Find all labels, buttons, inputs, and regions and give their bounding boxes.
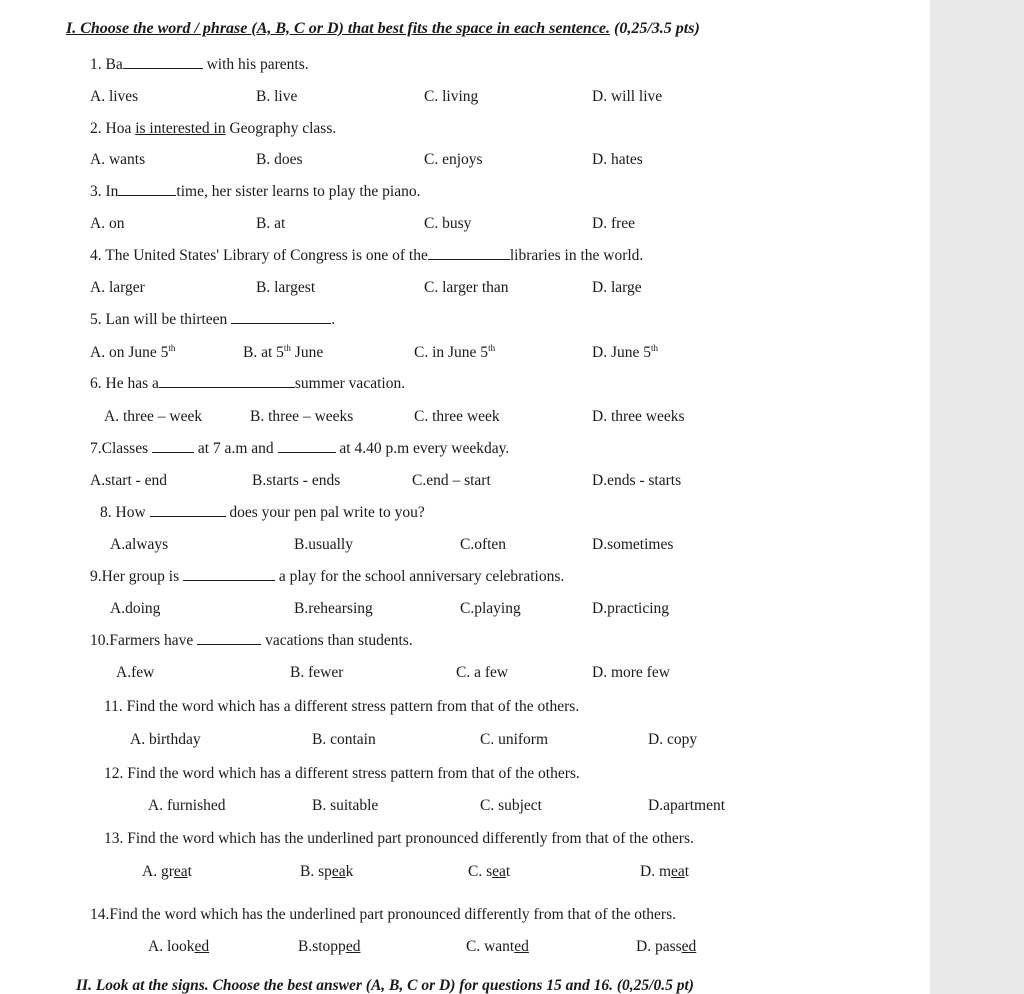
option-b: B.usually [294,536,353,553]
question-text: 3. In [90,183,119,200]
question-text: 1. Ba [90,56,123,73]
question-text: 2. Hoa [90,120,136,137]
option-c: C. a few [456,664,509,681]
question-10 [90,632,413,650]
option-b [298,938,360,956]
question-text: at 7 a.m and [197,440,274,457]
option-a: A. birthday [130,731,201,748]
option-text: t [684,863,690,880]
question-13: 13. Find the word which has the underlined part pronounced differently from that of the others. [104,830,694,847]
answer-blank [428,247,510,260]
question-text: with his parents. [206,56,309,73]
question-text: 8. How [100,504,146,521]
section-1-heading [66,20,700,38]
question-5 [90,311,335,329]
option-text: June [290,344,324,362]
option-c: C.playing [460,600,521,617]
option-underlined: ed [514,938,529,955]
option-d: D. free [592,215,636,232]
option-a: A. larger [90,279,145,296]
option-text: k [345,863,354,880]
option-d: D.sometimes [592,536,674,553]
option-d [592,343,658,362]
question-4 [90,247,643,265]
option-text: B. at 5 [243,344,284,362]
option-b: B.rehearsing [294,600,373,617]
option-c: C.end – start [412,472,491,489]
option-text: t [505,863,511,880]
option-b: B. three – weeks [250,408,354,425]
option-c: C. uniform [480,731,549,748]
question-6 [90,375,405,393]
question-text: 7.Classes [90,440,149,457]
option-d: D. large [592,279,642,296]
option-a: A. three – week [104,408,203,425]
option-b [243,343,323,362]
question-text: summer vacation. [294,375,406,392]
option-c [414,343,495,362]
option-b: B. fewer [290,664,344,681]
option-text: C. want [466,938,515,955]
answer-blank [118,183,176,196]
option-text: D. m [640,863,671,880]
option-d: D. hates [592,151,643,168]
option-text: D. June 5 [592,344,651,362]
option-c: C. larger than [424,279,509,296]
option-a: A.start - end [90,472,168,489]
option-a: A. furnished [148,797,226,814]
superscript: th [650,343,658,353]
question-text: . [331,311,336,328]
question-2 [90,120,336,138]
question-text: libraries in the world. [509,247,644,264]
question-text: 10.Farmers have [90,632,194,649]
option-underlined: ea [173,863,188,880]
option-a: A.always [110,536,169,553]
option-c: C. three week [414,408,500,425]
question-7 [90,440,509,458]
option-b: B. live [256,88,298,105]
option-d: D. copy [648,731,698,748]
option-d: D.apartment [648,797,726,814]
option-text: B.stopp [298,938,346,955]
option-c: C. busy [424,215,472,232]
section-1-title: I. Choose the word / phrase (A, B, C or D) that best fits the space in each sentence. [66,20,611,37]
option-underlined: ed [345,938,361,955]
section-2-heading: II. Look at the signs. Choose the best answer (A, B, C or D) for questions 15 and 16. (0,25/0.5 pt) [76,977,694,994]
option-b: B. at [256,215,286,232]
answer-blank [197,632,261,645]
option-text: A. on June 5 [90,344,169,362]
option-c: C.often [460,536,507,553]
option-text: C. s [468,863,493,880]
option-b: B. contain [312,731,376,748]
option-d: D. will live [592,88,663,105]
option-underlined: ed [681,938,697,955]
question-12: 12. Find the word which has a different stress pattern from that of the others. [104,765,580,782]
option-b: B. does [256,151,303,168]
section-1-points: (0,25/3.5 pts) [614,20,700,37]
option-d: D. three weeks [592,408,685,425]
question-text: vacations than students. [265,632,413,649]
option-text: A. gr [142,863,174,880]
question-8 [100,504,425,522]
option-a: A. lives [90,88,139,105]
option-a: A.doing [110,600,161,617]
question-text: time, her sister learns to play the piano. [176,183,421,200]
option-d: D. more few [592,664,670,681]
option-c: C. subject [480,797,542,814]
question-9 [90,568,564,586]
option-a [90,343,175,362]
option-text: D. pass [636,938,682,955]
option-text: A. look [148,938,195,955]
question-text: 4. The United States' Library of Congress is one of the [90,247,428,264]
question-text: 9.Her group is [90,568,180,585]
option-d [640,863,689,881]
option-a: A. on [90,215,125,232]
answer-blank [152,440,194,453]
option-a [148,938,209,956]
option-d [636,938,696,956]
option-c [468,863,510,881]
option-a [142,863,192,881]
question-text: Geography class. [225,120,337,137]
option-underlined: ea [331,863,346,880]
question-text: 5. Lan will be thirteen [90,311,228,328]
option-a: A.few [116,664,155,681]
answer-blank [183,568,275,581]
option-b: B.starts - ends [252,472,341,489]
option-d: D.ends - starts [592,472,682,489]
answer-blank [150,504,226,517]
question-3 [90,183,420,201]
option-underlined: ea [671,863,685,880]
superscript: th [283,343,291,353]
option-b: B. suitable [312,797,379,814]
answer-blank [231,311,331,324]
question-underlined: is interested in [135,120,226,137]
option-c: C. enjoys [424,151,483,168]
option-d: D.practicing [592,600,670,617]
answer-blank [123,56,203,69]
superscript: th [168,343,176,353]
question-text: 6. He has a [90,375,159,392]
question-11: 11. Find the word which has a different stress pattern from that of the others. [104,698,580,715]
option-c: C. living [424,88,479,105]
question-text: does your pen pal write to you? [229,504,425,521]
question-text: at 4.40 p.m every weekday. [339,440,510,457]
option-b: B. largest [256,279,316,296]
option-b [300,863,353,881]
option-text: B. sp [300,863,332,880]
option-text: t [187,863,192,880]
option-a: A. wants [90,151,146,168]
answer-blank [159,375,295,388]
question-1 [90,56,309,74]
option-underlined: ed [194,938,210,955]
option-c [466,938,529,956]
option-underlined: ea [492,863,506,880]
option-text: C. in June 5 [414,344,489,362]
answer-blank [278,440,336,453]
question-text: a play for the school anniversary celebrations. [278,568,565,585]
question-14: 14.Find the word which has the underlined part pronounced differently from that of the others. [90,906,676,923]
superscript: th [488,343,496,353]
